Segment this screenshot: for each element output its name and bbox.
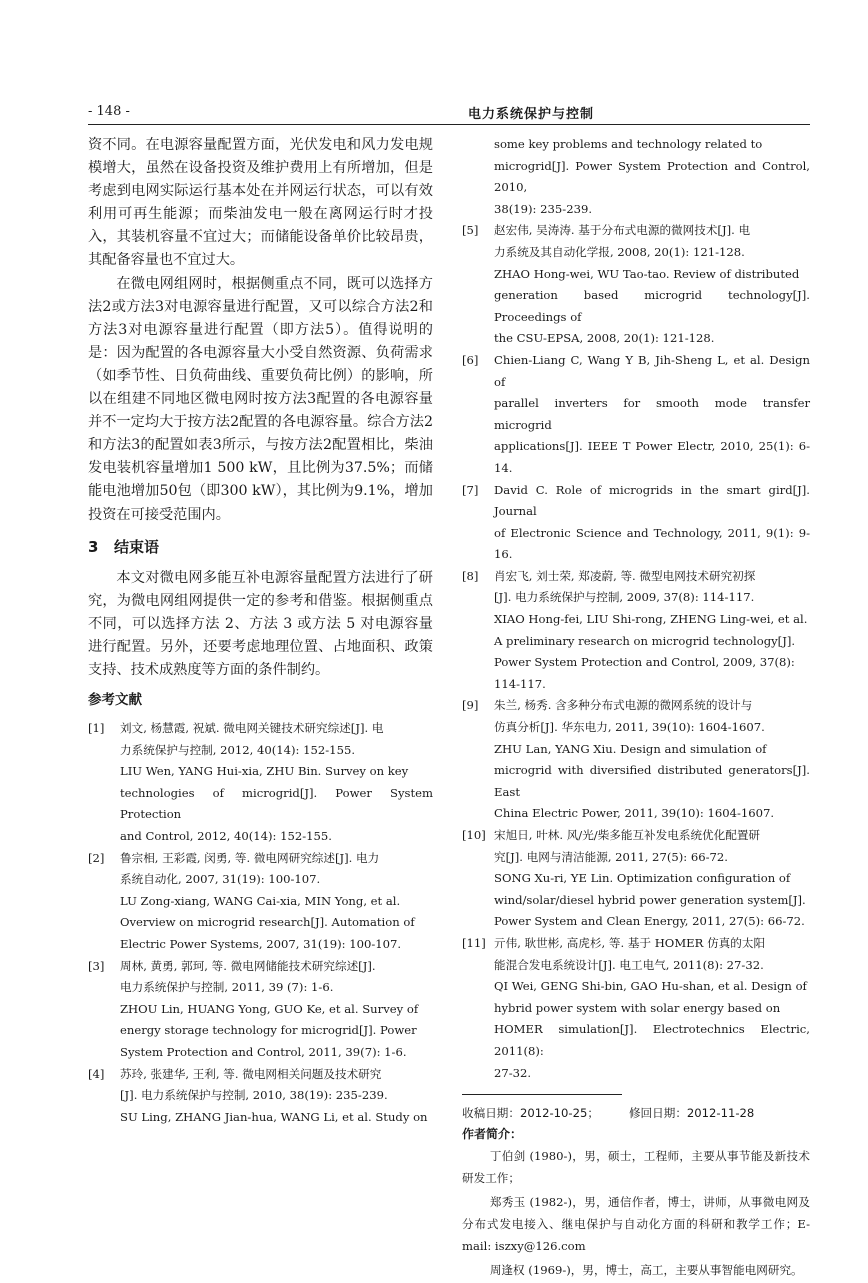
reference-line: Power System Protection and Control, 2009, 37(8):	[494, 655, 795, 670]
reference-line: parallel inverters for smooth mode transfer microgrid	[494, 396, 810, 432]
reference-number: [9]	[462, 698, 479, 713]
reference-line: 系统自动化, 2007, 31(19): 100-107.	[120, 872, 321, 887]
reference-number: [5]	[462, 223, 479, 238]
reference-line: technologies of microgrid[J]. Power System Protection	[120, 785, 433, 822]
reference-item	[462, 480, 810, 566]
references-list-left	[88, 718, 433, 1128]
author-bio-2: 郑秀玉 (1982-)，男，通信作者，博士，讲师，从事微电网及分布式发电接入、继电保护与自动化方面的科研和教学工作；E-mail: iszxy@126.com	[462, 1195, 810, 1254]
reference-number: [4]	[88, 1066, 105, 1081]
reference-line: 力系统保护与控制, 2012, 40(14): 152-155.	[120, 742, 356, 757]
reference-line: Electric Power Systems, 2007, 31(19): 100-107.	[120, 937, 402, 951]
body-paragraph-2: 在微电网组网时，根据侧重点不同，既可以选择方法2或方法3对电源容量进行配置，又可以综合方法2和方法3对电源容量进行配置（即方法5）。值得说明的是：因为配置的各电源容量大小受自然资源、负荷需求（如季节性、日负荷曲线、重要负荷比例）的影响，所以在组建不同地区微电网时按方法3配置的各电源容量并不一定均大于按方法2配置的各电源容量。综合方法2和方法3的配置如表3所示，与按方法2配置相比，柴油发电装机容量增加1 500 kW，且比例为37.5%；而储能电池增加50包（即300 kW），其比例为9.1%，增加投资在可接受范围内。	[88, 275, 433, 523]
reference-line: microgrid with diversified distributed generators[J]. East	[494, 763, 810, 799]
reference-line: energy storage technology for microgrid[J]. Power	[120, 1023, 417, 1038]
reference-line: XIAO Hong-fei, LIU Shi-rong, ZHENG Ling-wei, et al.	[494, 612, 808, 627]
reference-line: David C. Role of microgrids in the smart gird[J]. Journal	[494, 482, 810, 519]
reference-line: System Protection and Control, 2011, 39(7): 1-6.	[120, 1044, 407, 1059]
reference-line: of Electronic Science and Technology, 2011, 9(1): 9-16.	[494, 525, 810, 562]
reference-item	[462, 695, 810, 825]
reference-line: 亓伟, 耿世彬, 高虎杉, 等. 基于 HOMER 仿真的太阳	[494, 935, 766, 950]
reference-item	[462, 933, 810, 1084]
received-date: 收稿日期：2012-10-25；	[462, 1106, 599, 1121]
reference-line: SONG Xu-ri, YE Lin. Optimization configuration of	[494, 871, 791, 886]
reference-line: ZHU Lan, YANG Xiu. Design and simulation of	[494, 741, 767, 756]
reference-number: [11]	[462, 935, 486, 950]
reference-line: 38(19): 235-239.	[494, 201, 593, 216]
reference-number: [6]	[462, 352, 479, 367]
reference-line: 电力系统保护与控制, 2011, 39 (7): 1-6.	[120, 980, 334, 995]
reference-item	[88, 718, 433, 848]
reference-line: LIU Wen, YANG Hui-xia, ZHU Bin. Survey on key	[120, 764, 409, 779]
reference-line: A preliminary research on microgrid technology[J].	[494, 633, 796, 648]
reference-line: HOMER simulation[J]. Electrotechnics Electric, 2011(8):	[494, 1022, 810, 1058]
reference-item	[88, 956, 433, 1064]
reference-item	[88, 848, 433, 956]
reference-line: 鲁宗相, 王彩霞, 闵勇, 等. 微电网研究综述[J]. 电力	[120, 850, 380, 865]
page-number: - 148 -	[88, 104, 130, 119]
body-paragraph-3: 本文对微电网多能互补电源容量配置方法进行了研究，为微电网组网提供一定的参考和借鉴。根据侧重点不同，可以选择方法 2、方法 3 或方法 5 对电源容量进行配置。另外，还要考虑地理位置、占地面积、政策支持、技术成熟度等方面的条件制约。	[88, 569, 433, 678]
author-info-heading: 作者简介：	[462, 1127, 523, 1142]
reference-line: the CSU-EPSA, 2008, 20(1): 121-128.	[494, 331, 715, 346]
reference-line: some key problems and technology related to	[494, 137, 763, 151]
reference-item	[462, 566, 810, 696]
section-number: 3	[88, 537, 99, 556]
references-heading: 参考文献	[88, 692, 142, 709]
running-header	[88, 104, 810, 125]
reference-number: [8]	[462, 568, 479, 583]
section-title: 结束语	[114, 537, 160, 556]
reference-line: QI Wei, GENG Shi-bin, GAO Hu-shan, et al. Design of	[494, 979, 807, 994]
reference-number: [1]	[88, 721, 105, 736]
references-list-right	[462, 134, 810, 1084]
reference-line: generation based microgrid technology[J]. Proceedings of	[494, 288, 810, 324]
reference-line: 仿真分析[J]. 华东电力, 2011, 39(10): 1604-1607.	[494, 720, 765, 735]
body-paragraph-1: 资不同。在电源容量配置方面，光伏发电和风力发电规模增大，虽然在设备投资及维护费用上有所增加，但是考虑到电网实际运行基本处在并网运行状态，可以有效利用可再生能源；而柴油发电一般在离网运行时才投入，其装机容量不宜过大；而储能设备单价比较昂贵，其配备容量也不宜过大。	[88, 137, 433, 269]
reference-line: 27-32.	[494, 1065, 532, 1080]
reference-line: 宋旭日, 叶林. 风/光/柴多能互补发电系统优化配置研	[494, 828, 761, 842]
reference-line: applications[J]. IEEE T Power Electr, 2010, 25(1): 6-14.	[494, 439, 810, 475]
section-heading-conclusion	[88, 536, 433, 558]
left-column	[88, 134, 433, 1128]
reference-line: 究[J]. 电网与清洁能源, 2011, 27(5): 66-72.	[494, 849, 728, 864]
reference-item	[462, 134, 810, 220]
reference-line: hybrid power system with solar energy based on	[494, 1000, 781, 1015]
article-dates	[462, 1103, 810, 1123]
reference-line: 肖宏飞, 刘士荣, 郑凌蔚, 等. 微型电网技术研究初探	[494, 568, 756, 583]
reference-number: [2]	[88, 850, 105, 865]
right-column	[462, 134, 810, 1283]
reference-number: [7]	[462, 482, 479, 497]
reference-line: LU Zong-xiang, WANG Cai-xia, MIN Yong, et al.	[120, 893, 401, 908]
author-bio-1: 丁伯剑 (1980-)，男，硕士，工程师，主要从事节能及新技术研发工作；	[462, 1149, 810, 1186]
reference-line: wind/solar/diesel hybrid power generation system[J].	[494, 892, 806, 907]
reference-line: [J]. 电力系统保护与控制, 2009, 37(8): 114-117.	[494, 590, 755, 605]
reference-item	[462, 220, 810, 350]
reference-line: ZHAO Hong-wei, WU Tao-tao. Review of distributed	[494, 266, 800, 281]
reference-line: 能混合发电系统设计[J]. 电工电气, 2011(8): 27-32.	[494, 957, 764, 972]
reference-line: Power System and Clean Energy, 2011, 27(5): 66-72.	[494, 914, 805, 929]
reference-line: China Electric Power, 2011, 39(10): 1604-1607.	[494, 806, 775, 821]
reference-line: 力系统及其自动化学报, 2008, 20(1): 121-128.	[494, 244, 745, 259]
reference-line: 赵宏伟, 吴涛涛. 基于分布式电源的微网技术[J]. 电	[494, 223, 751, 238]
reference-item	[462, 825, 810, 933]
reference-number: [10]	[462, 828, 486, 842]
reference-line: 114-117.	[494, 676, 546, 691]
reference-line: ZHOU Lin, HUANG Yong, GUO Ke, et al. Survey of	[120, 1001, 419, 1016]
reference-item	[88, 1064, 433, 1129]
reference-line: 周林, 黄勇, 郭珂, 等. 微电网储能技术研究综述[J].	[120, 958, 376, 973]
reference-line: microgrid[J]. Power System Protection and Control, 2010,	[494, 158, 810, 195]
reference-number: [3]	[88, 958, 105, 973]
reference-line: SU Ling, ZHANG Jian-hua, WANG Li, et al. Study on	[120, 1109, 428, 1124]
journal-title: 电力系统保护与控制	[468, 107, 595, 122]
reference-item	[462, 350, 810, 480]
reference-line: 苏玲, 张建华, 王利, 等. 微电网相关问题及技术研究	[120, 1066, 382, 1081]
reference-line: 刘文, 杨慧霞, 祝斌. 微电网关键技术研究综述[J]. 电	[120, 721, 384, 736]
reference-line: Overview on microgrid research[J]. Automation of	[120, 915, 415, 930]
reference-line: and Control, 2012, 40(14): 152-155.	[120, 829, 332, 844]
revised-date: 修回日期：2012-11-28	[628, 1106, 755, 1121]
reference-line: [J]. 电力系统保护与控制, 2010, 38(19): 235-239.	[120, 1088, 388, 1103]
reference-line: 朱兰, 杨秀. 含多种分布式电源的微网系统的设计与	[494, 698, 753, 713]
reference-line: Chien-Liang C, Wang Y B, Jih-Sheng L, et al. Design of	[494, 352, 810, 389]
footnote-divider	[462, 1094, 622, 1095]
author-bio-3: 周逢权 (1969-)，男，博士，高工，主要从事智能电网研究。	[489, 1263, 803, 1278]
